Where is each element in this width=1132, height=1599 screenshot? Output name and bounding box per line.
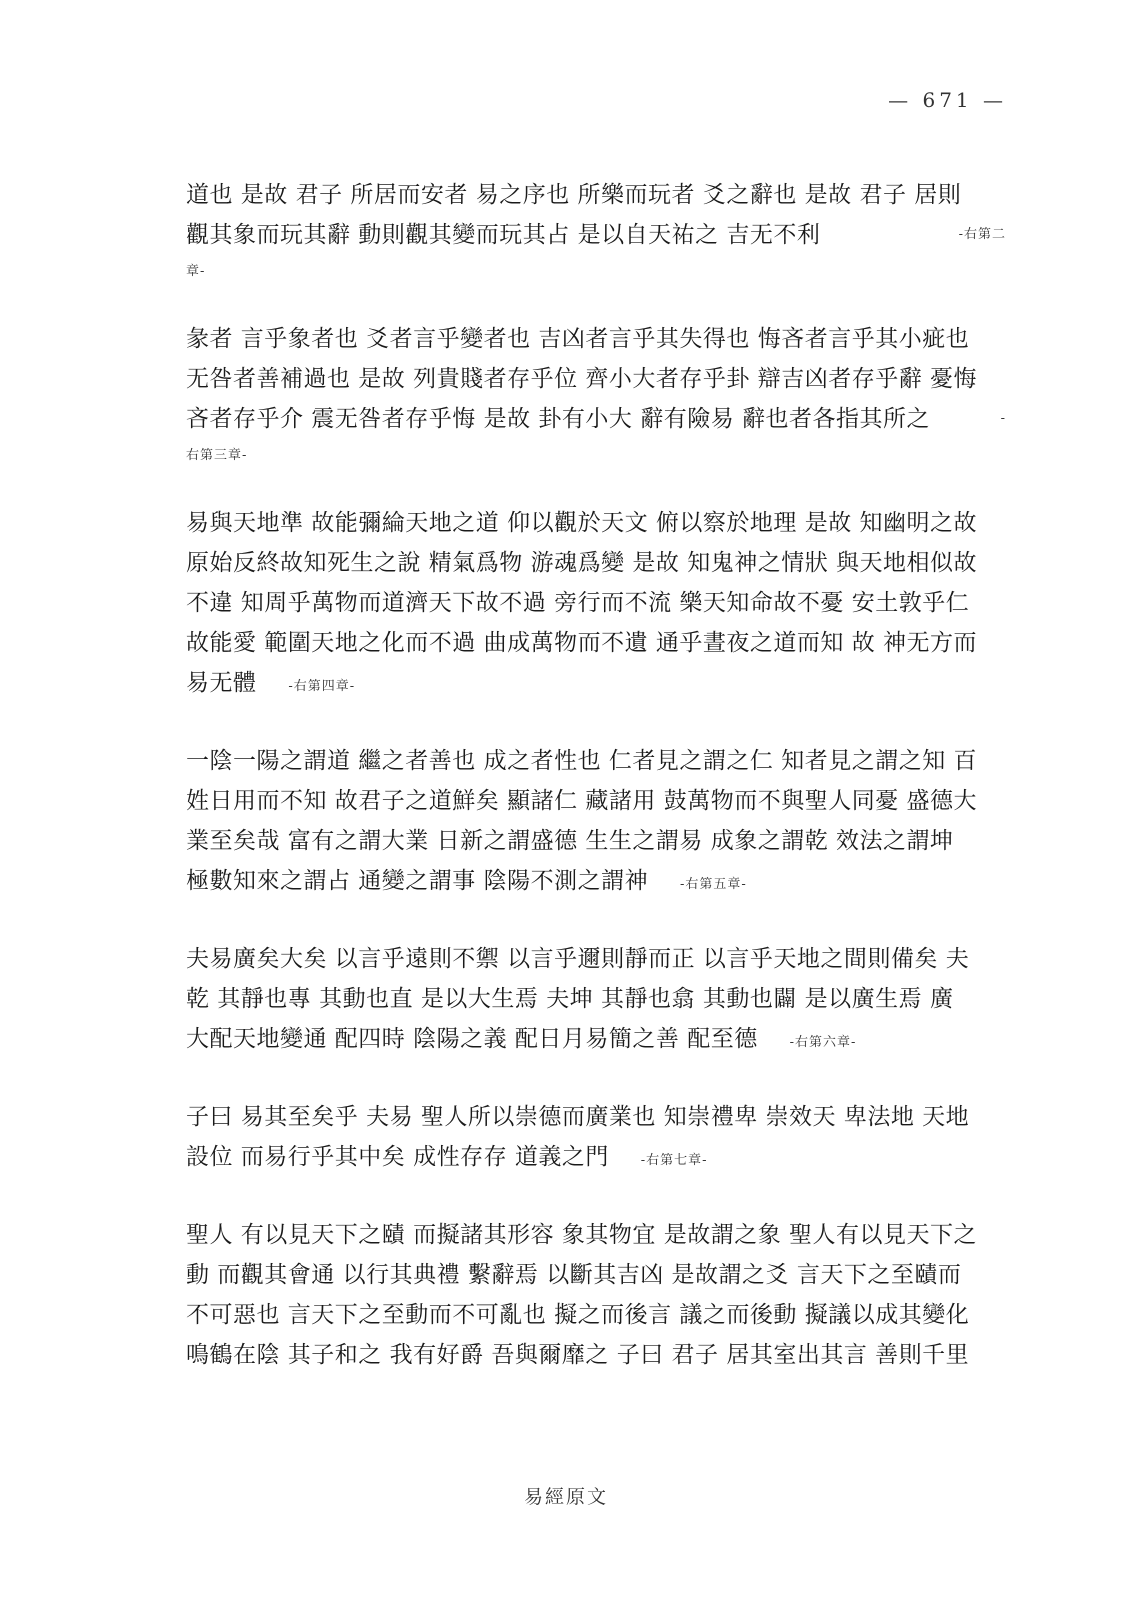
page-footer-title: 易經原文 [523,1486,608,1508]
text-line: 故能愛 範圍天地之化而不過 曲成萬物而不遺 通乎晝夜之道而知 故 神无方而 [186,630,978,656]
text-line: 姓日用而不知 故君子之道鮮矣 顯諸仁 藏諸用 鼓萬物而不與聖人同憂 盛德大 [186,788,978,814]
chapter-note: -右第七章- [640,1153,708,1168]
main-text [186,175,1006,1413]
chapter-note: -右第四章- [288,679,356,694]
chapter-note: -右第二 [958,227,1006,242]
text-line: 業至矣哉 富有之謂大業 日新之謂盛德 生生之謂易 成象之謂乾 效法之謂坤 [186,828,954,854]
text-line: 夫易廣矣大矣 以言乎遠則不禦 以言乎邇則靜而正 以言乎天地之間則備矣 夫 [186,946,970,972]
text-line: 動 而觀其會通 以行其典禮 繫辭焉 以斷其吉凶 是故謂之爻 言天下之至賾而 [186,1262,962,1288]
text-line [186,215,1006,255]
text-line-content: 極數知來之謂占 通變之謂事 陰陽不測之謂神 [186,868,649,894]
text-line-content: 大配天地變通 配四時 陰陽之義 配日月易簡之善 配至德 [186,1026,758,1052]
paragraph [186,1215,1006,1375]
paragraph [186,741,1006,901]
chapter-note: 右第三章- [186,448,248,463]
text-line: 不可惡也 言天下之至動而不可亂也 擬之而後言 議之而後動 擬議以成其變化 [186,1302,970,1328]
text-line-content: 吝者存乎介 震无咎者存乎悔 是故 卦有小大 辭有險易 辭也者各指其所之 [186,406,931,432]
chapter-note: - [1000,411,1006,426]
text-line: 彖者 言乎象者也 爻者言乎變者也 吉凶者言乎其失得也 悔吝者言乎其小疵也 [186,326,970,352]
text-line: 无咎者善補過也 是故 列貴賤者存乎位 齊小大者存乎卦 辯吉凶者存乎辭 憂悔 [186,366,978,392]
text-line-content: 設位 而易行乎其中矣 成性存存 道義之門 [186,1144,609,1170]
text-line: 一陰一陽之謂道 繼之者善也 成之者性也 仁者見之謂之仁 知者見之謂之知 百 [186,748,978,774]
text-line: 不違 知周乎萬物而道濟天下故不過 旁行而不流 樂天知命故不憂 安土敦乎仁 [186,590,970,616]
text-line-content: 易无體 [186,670,257,696]
text-line [186,439,1006,465]
text-line [186,399,1006,439]
paragraph [186,939,1006,1059]
text-line: 子曰 易其至矣乎 夫易 聖人所以崇德而廣業也 知崇禮卑 崇效天 卑法地 天地 [186,1104,970,1130]
text-line [186,861,1006,901]
text-line: 乾 其靜也專 其動也直 是以大生焉 夫坤 其靜也翕 其動也闢 是以廣生焉 廣 [186,986,954,1012]
text-line [186,1137,1006,1177]
text-line: 聖人 有以見天下之賾 而擬諸其形容 象其物宜 是故謂之象 聖人有以見天下之 [186,1222,978,1248]
paragraph [186,319,1006,465]
text-line [186,663,1006,703]
chapter-note: -右第五章- [679,877,747,892]
text-line: 鳴鶴在陰 其子和之 我有好爵 吾與爾靡之 子曰 君子 居其室出其言 善則千里 [186,1342,970,1368]
chapter-note: 章- [186,264,206,279]
text-line: 道也 是故 君子 所居而安者 易之序也 所樂而玩者 爻之辭也 是故 君子 居則 [186,182,962,208]
paragraph [186,503,1006,703]
text-line [186,255,1006,281]
text-line: 原始反終故知死生之說 精氣爲物 游魂爲變 是故 知鬼神之情狀 與天地相似故 [186,550,978,576]
text-line-content: 觀其象而玩其辭 動則觀其變而玩其占 是以自天祐之 吉无不利 [186,222,821,248]
chapter-note: -右第六章- [789,1035,857,1050]
paragraph [186,1097,1006,1177]
page-number: — 671 — [888,88,1007,112]
text-line [186,1019,1006,1059]
text-line: 易與天地準 故能彌綸天地之道 仰以觀於天文 俯以察於地理 是故 知幽明之故 [186,510,978,536]
paragraph [186,175,1006,281]
